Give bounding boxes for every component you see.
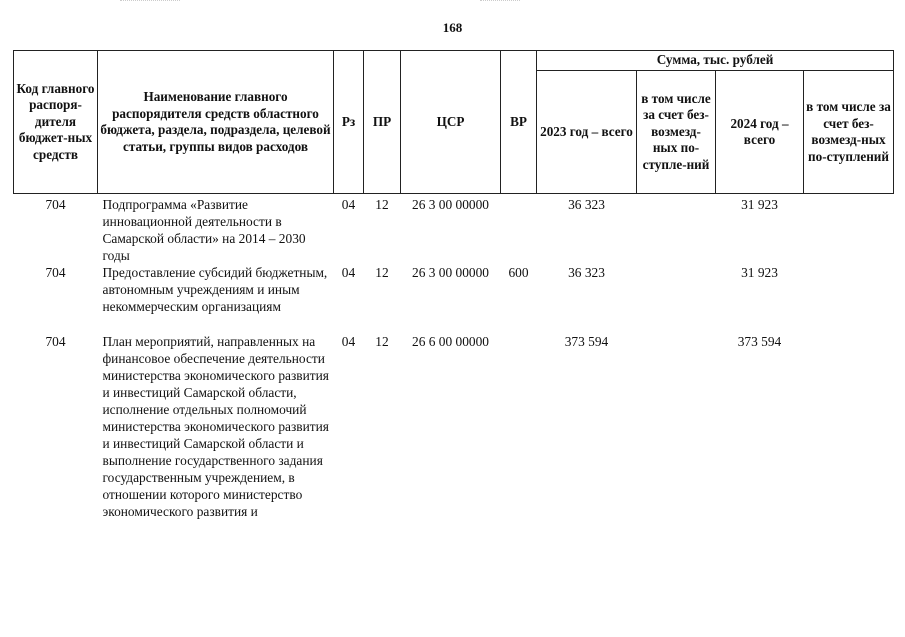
cell-rz: 04 (341, 334, 356, 349)
header-2023-total: 2023 год – всего (537, 71, 637, 194)
header-name: Наименование главного распорядителя средств областного бюджета, раздела, подраздела, целевой статьи, группы видов расходов (98, 51, 334, 194)
cell-2024-free (804, 194, 894, 265)
table-row (14, 194, 894, 265)
cell-code: 704 (45, 334, 66, 349)
cell-pr: 12 (375, 265, 389, 280)
cell-2023-free (637, 194, 716, 265)
table-row (14, 264, 894, 333)
cell-2023-total: 36 323 (568, 265, 605, 280)
cell-rz: 04 (341, 197, 356, 212)
cell-vr (501, 194, 537, 265)
scan-artifact (120, 0, 180, 7)
cell-csr: 26 3 00 00000 (412, 197, 489, 212)
header-2024-free: в том числе за счет без-возмезд-ных по-ступлений (804, 71, 894, 194)
header-pr: ПР (364, 51, 401, 194)
budget-table (13, 50, 894, 520)
table-row (14, 333, 894, 520)
cell-2024-total: 373 594 (737, 334, 782, 349)
cell-2023-free (637, 333, 716, 520)
header-rz: Рз (334, 51, 364, 194)
cell-vr (501, 333, 537, 520)
page-number: 168 (442, 20, 463, 35)
cell-pr: 12 (375, 334, 389, 349)
table-header (14, 51, 894, 194)
header-2024-total: 2024 год – всего (716, 71, 804, 194)
header-vr: ВР (501, 51, 537, 194)
cell-2023-free (637, 264, 716, 333)
cell-2024-free (804, 333, 894, 520)
cell-code: 704 (45, 197, 66, 212)
cell-2024-total: 31 923 (741, 265, 778, 280)
scan-artifact (480, 0, 520, 7)
cell-name: Подпрограмма «Развитие инновационной деятельности в Самарской области» на 2014 – 2030 годы (102, 197, 306, 263)
cell-name: Предоставление субсидий бюджетным, автономным учреждениям и иным некоммерческим организациям (102, 265, 328, 314)
cell-rz: 04 (341, 265, 356, 280)
header-2023-free: в том числе за счет без-возмезд-ных по-ступле-ний (637, 71, 716, 194)
cell-2024-total: 31 923 (741, 197, 778, 212)
cell-csr: 26 6 00 00000 (412, 334, 489, 349)
cell-code: 704 (45, 265, 66, 280)
header-sum-group: Сумма, тыс. рублей (537, 51, 894, 71)
header-code: Код главного распоря-дителя бюджет-ных средств (14, 51, 98, 194)
cell-vr: 600 (508, 265, 529, 280)
header-csr: ЦСР (401, 51, 501, 194)
cell-name: План мероприятий, направленных на финансовое обеспечение деятельности министерства экономического развития и инвестиций Самарской области, исполнение отдельных полномочий министерства экономического развития и инвестиций Самарской области и выполнение государственного задания государственным учреждением, в отношении которого министерство экономического развития и (102, 334, 329, 519)
cell-2023-total: 36 323 (568, 197, 605, 212)
cell-pr: 12 (375, 197, 389, 212)
cell-csr: 26 3 00 00000 (412, 265, 489, 280)
cell-2023-total: 373 594 (564, 334, 609, 349)
cell-2024-free (804, 264, 894, 333)
